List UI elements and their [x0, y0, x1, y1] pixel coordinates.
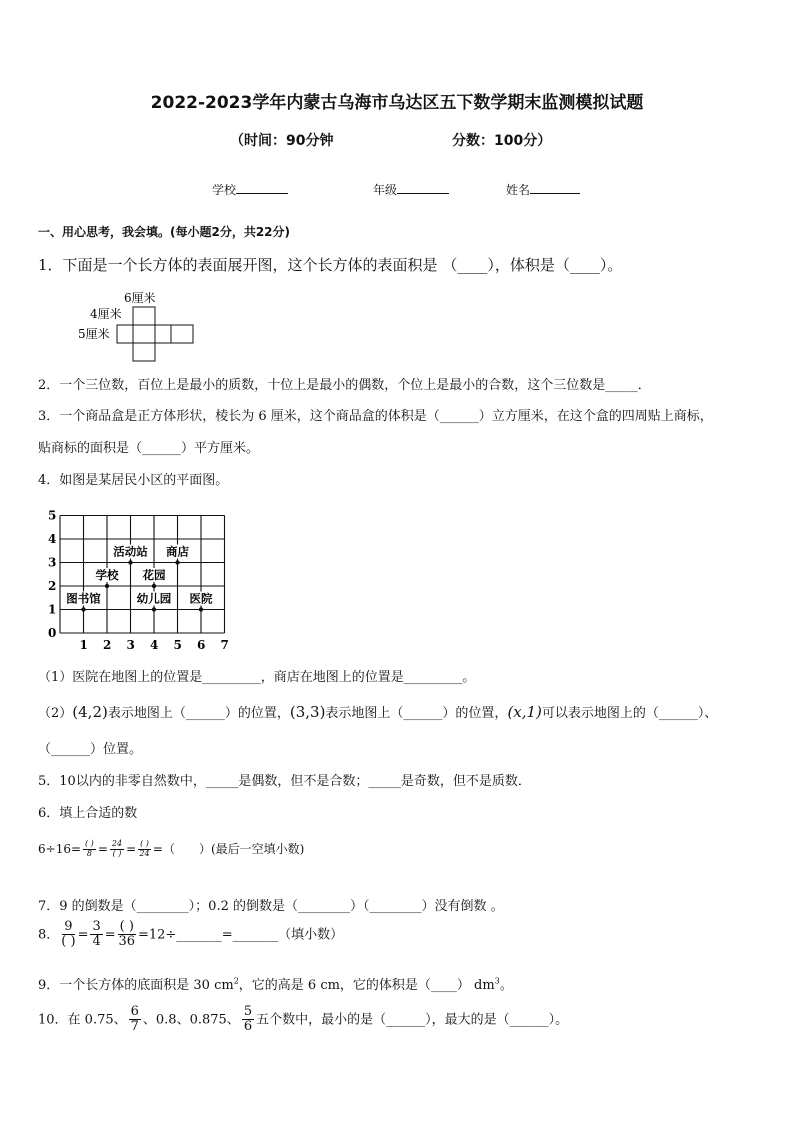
- place-label: 幼儿园: [136, 591, 172, 606]
- place-point: [128, 560, 132, 564]
- place-label: 医院: [189, 591, 213, 606]
- q10-fraction-1: $\frac{6}{7}$: [130, 1004, 139, 1035]
- map-places: [66, 545, 213, 612]
- q10-text-a: 10．在 0.75、: [38, 1012, 127, 1028]
- place-point: [105, 584, 109, 588]
- place-label: 学校: [95, 568, 119, 582]
- name-field[interactable]: [506, 181, 580, 198]
- q8-eq-2: =: [104, 927, 116, 943]
- name-blank[interactable]: [530, 181, 580, 194]
- exam-score: 分数：100分）: [452, 133, 552, 149]
- place-point: [199, 607, 203, 611]
- question-3-line2: 贴商标的面积是（______）平方厘米。: [38, 441, 260, 456]
- community-map: [34, 502, 244, 657]
- q9-sup-2: 3: [494, 976, 500, 986]
- name-label: 姓名: [506, 183, 531, 197]
- page-title: 2022-2023学年内蒙古乌海市乌达区五下数学期末监测模拟试题: [150, 93, 644, 113]
- q8-lead: 8．: [38, 927, 60, 943]
- place-label: 商店: [166, 544, 189, 559]
- q10-text-c: 五个数中，最小的是（______），最大的是（______）。: [256, 1012, 569, 1028]
- question-10: [38, 1005, 568, 1035]
- x-tick-label: 3: [126, 638, 135, 652]
- x-tick-label: 6: [197, 638, 206, 652]
- x-tick-label: 4: [150, 638, 159, 652]
- q8-eq-1: =: [77, 927, 89, 943]
- question-5: 5．10以内的非零自然数中，_____是偶数，但不是合数；_____是奇数，但不是质数．: [38, 774, 531, 789]
- exam-time: （时间：90分钟: [230, 133, 334, 149]
- q8-fraction-3: $\frac{( )}{36}$: [118, 919, 136, 950]
- y-tick-label: 1: [48, 602, 57, 617]
- q6-expr-tail: =（ ）(最后一空填小数): [152, 842, 305, 856]
- x-tick-label: 7: [220, 638, 229, 652]
- y-tick-label: 4: [48, 532, 57, 546]
- y-tick-label: 3: [48, 555, 57, 570]
- grade-blank[interactable]: [397, 181, 449, 194]
- q6-eq-2: =: [126, 842, 137, 856]
- q9-sup-1: 2: [233, 976, 239, 986]
- place-label: 图书馆: [66, 591, 101, 606]
- place-point: [152, 607, 156, 611]
- q9-text-a: 9．一个长方体的底面积是 30 cm: [38, 978, 234, 993]
- q6-fraction-3: $\frac{( )}{24}$: [139, 839, 150, 858]
- net-label-width: 4厘米: [90, 307, 122, 321]
- q4-part2-text-b: 表示地图上（______）的位置，: [325, 706, 508, 721]
- place-label: 花园: [142, 568, 166, 582]
- q4-part2-text-a: 表示地图上（______）的位置，: [107, 706, 290, 721]
- school-field[interactable]: [212, 181, 288, 198]
- question-2: 2．一个三位数，百位上是最小的质数，十位上是最小的偶数，个位上是最小的合数，这个三位数是_____．: [38, 378, 651, 393]
- question-4-part-2: [38, 702, 717, 721]
- question-9: [38, 974, 513, 993]
- q6-expr-lead: 6÷16=: [38, 842, 82, 856]
- coordinate-3-3: (3,3): [289, 703, 326, 721]
- net-label-height: 5厘米: [78, 327, 110, 341]
- question-1: 1．下面是一个长方体的表面展开图，这个长方体的表面积是 （____），体积是（____）。: [38, 256, 623, 274]
- y-tick-label: 0: [48, 626, 57, 640]
- coordinate-x-1: (x,1): [507, 703, 542, 721]
- y-tick-label: 2: [48, 579, 57, 593]
- q4-part2-text-c: 可以表示地图上的（______）、: [541, 706, 718, 721]
- q9-text-c: 。: [499, 978, 513, 993]
- map-x-ticks: [80, 638, 229, 652]
- school-label: 学校: [212, 183, 237, 197]
- question-6-expression: [38, 840, 304, 859]
- net-label-length: 6厘米: [124, 291, 156, 305]
- q9-text-b: ，它的高是 6 cm，它的体积是（____） dm: [238, 978, 495, 993]
- q10-fraction-2: $\frac{5}{6}$: [243, 1004, 253, 1035]
- question-6: 6．填上合适的数: [38, 806, 138, 821]
- question-4-part-2-end: （______）位置。: [38, 742, 143, 757]
- q6-fraction-2: $\frac{24}{( )}$: [111, 839, 123, 858]
- net-squares: [117, 307, 193, 361]
- question-4: 4．如图是某居民小区的平面图。: [38, 473, 229, 488]
- q8-fraction-2: $\frac{3}{4}$: [92, 919, 101, 950]
- place-point: [81, 607, 85, 611]
- question-3-line1: 3．一个商品盒是正方体形状，棱长为 6 厘米，这个商品盒的体积是（______）立方厘米，在这个盒的四周贴上商标，: [38, 409, 713, 424]
- q8-fraction-1: $\frac{9}{( )}$: [61, 919, 76, 950]
- x-tick-label: 1: [79, 638, 88, 652]
- question-4-part-1: （1）医院在地图上的位置是_________，商店在地图上的位置是_________。: [38, 670, 476, 685]
- map-y-ticks: [48, 509, 56, 641]
- y-tick-label: 5: [48, 508, 57, 523]
- place-label: 活动站: [113, 544, 148, 559]
- grade-field[interactable]: [373, 181, 449, 198]
- coordinate-4-2: (4,2): [72, 703, 108, 721]
- q6-eq-1: =: [97, 842, 108, 856]
- q8-rest: =12÷_______=_______（填小数）: [137, 927, 344, 943]
- q10-text-b: 、0.8、0.875、: [142, 1012, 240, 1028]
- place-point: [152, 584, 156, 588]
- section-heading: 一、用心思考，我会填。(每小题2分，共22分): [38, 225, 291, 239]
- grade-label: 年级: [373, 183, 398, 197]
- place-point: [175, 560, 179, 564]
- box-net-figure: [70, 288, 200, 364]
- q4-part2-lead: （2）: [38, 706, 73, 721]
- x-tick-label: 5: [173, 638, 182, 652]
- x-tick-label: 2: [103, 638, 112, 652]
- question-7: 7．9 的倒数是（________）；0.2 的倒数是（________）（________）没有倒数 。: [38, 899, 504, 914]
- school-blank[interactable]: [236, 181, 288, 194]
- question-8: [38, 920, 343, 950]
- q6-fraction-1: $\frac{( )}{8}$: [85, 839, 94, 858]
